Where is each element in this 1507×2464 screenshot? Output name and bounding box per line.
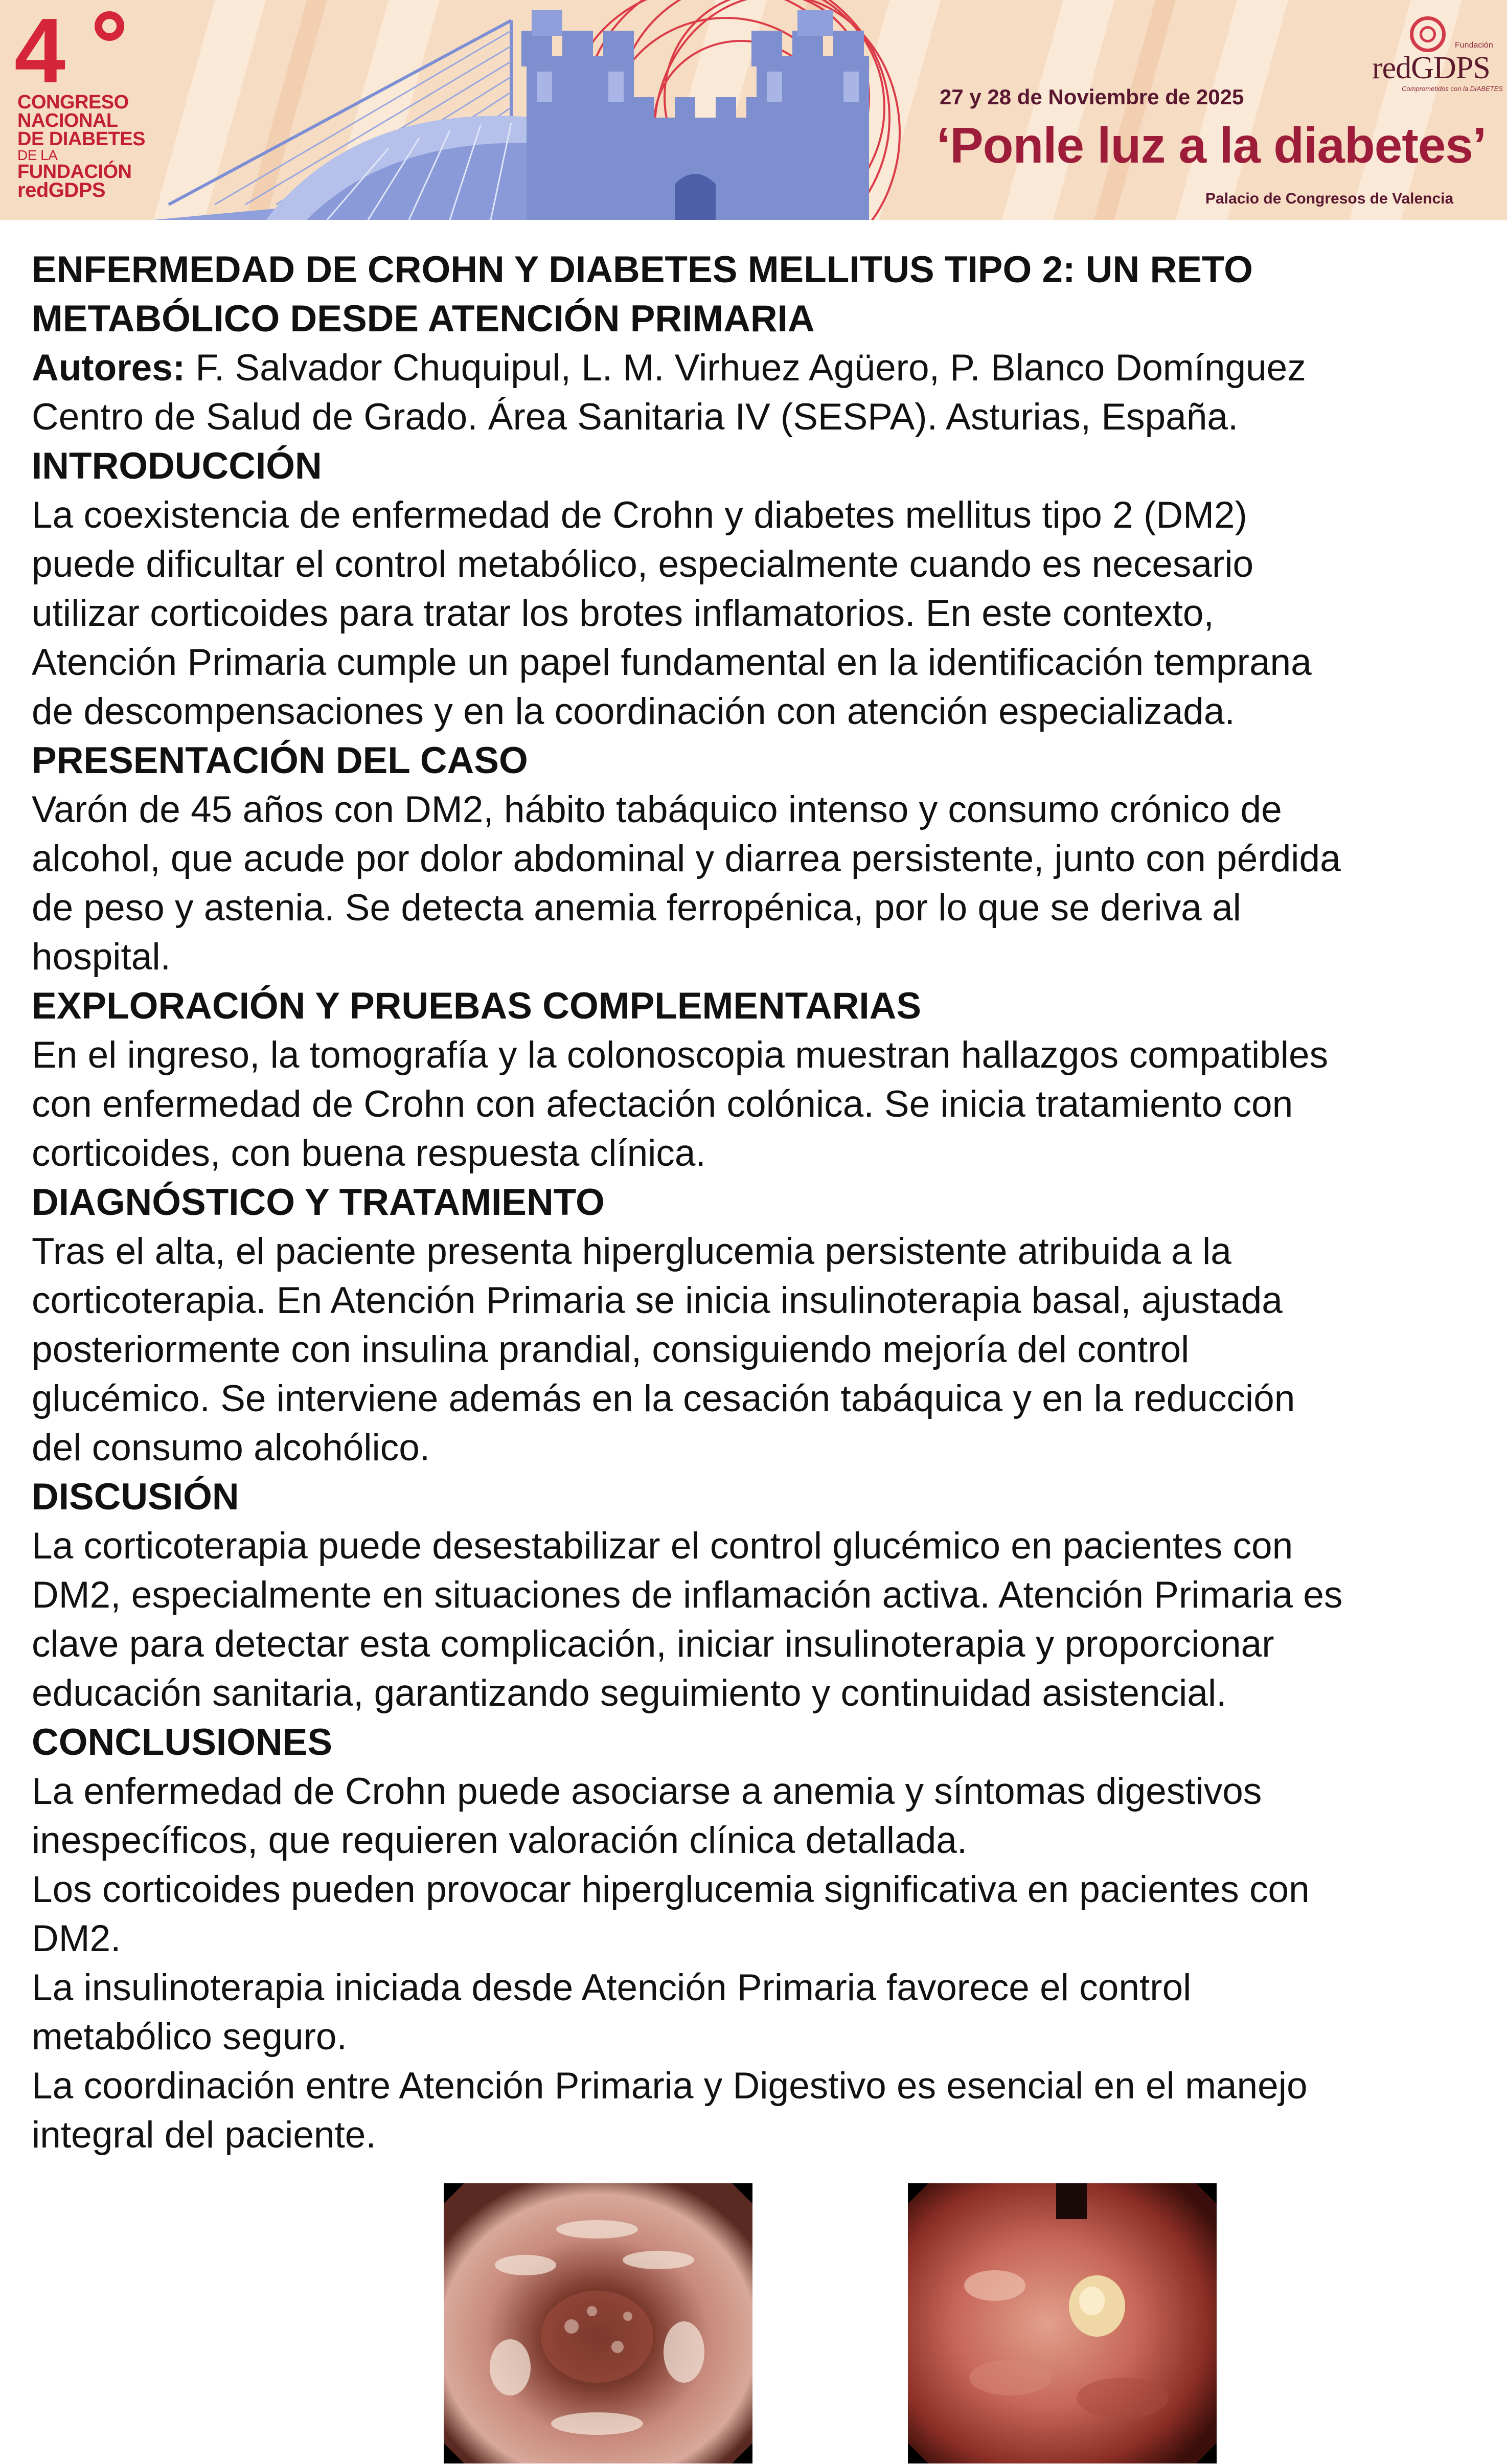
text-line: de descompensaciones y en la coordinación con atención especializada. <box>32 691 1235 732</box>
congress-slogan: ‘Ponle luz a la diabetes’ <box>937 117 1487 173</box>
text-line: En el ingreso, la tomografía y la colonoscopia muestran hallazgos compatibles <box>32 1034 1329 1076</box>
text-line: integral del paciente. <box>32 2114 376 2156</box>
heading-presentacion-caso: PRESENTACIÓN DEL CASO <box>32 740 528 781</box>
text-line: Los corticoides pueden provocar hiperglucemia significativa en pacientes con <box>32 1869 1310 1910</box>
text-line: Varón de 45 años con DM2, hábito tabáquico intenso y consumo crónico de <box>32 789 1282 830</box>
congress-venue: Palacio de Congresos de Valencia <box>1205 190 1454 207</box>
text-line: La enfermedad de Crohn puede asociarse a anemia y síntomas digestivos <box>32 1771 1262 1812</box>
congress-line: CONGRESO <box>17 92 129 113</box>
text-line: La coexistencia de enfermedad de Crohn y diabetes mellitus tipo 2 (DM2) <box>32 494 1247 536</box>
redgdps-logo-icon <box>1410 16 1446 52</box>
endoscopy-lesion-image-icon <box>908 2183 1217 2463</box>
banner-artwork <box>0 0 1507 220</box>
text-line: de peso y astenia. Se detecta anemia ferropénica, por lo que se deriva al <box>32 887 1241 929</box>
text-line: La coordinación entre Atención Primaria y Digestivo es esencial en el manejo <box>32 2065 1308 2107</box>
text-line: glucémico. Se interviene además en la cesación tabáquica y en la reducción <box>32 1378 1295 1419</box>
text-line: DM2, especialmente en situaciones de inflamación activa. Atención Primaria es <box>32 1574 1343 1616</box>
redgdps-logo <box>1370 16 1503 93</box>
text-line: DM2. <box>32 1918 121 1959</box>
text-line: clave para detectar esta complicación, iniciar insulinoterapia y proporcionar <box>32 1623 1274 1665</box>
ordinal-degree-mark <box>95 11 124 41</box>
logo-foundation-label: Fundación <box>1455 41 1493 50</box>
text-line: Tras el alta, el paciente presenta hiperglucemia persistente atribuida a la <box>32 1231 1231 1272</box>
heading-exploracion: EXPLORACIÓN Y PRUEBAS COMPLEMENTARIAS <box>32 985 922 1027</box>
text-line: educación sanitaria, garantizando seguimiento y continuidad asistencial. <box>32 1672 1227 1714</box>
text-line: La corticoterapia puede desestabilizar el control glucémico en pacientes con <box>32 1525 1293 1567</box>
text-line: inespecíficos, que requieren valoración clínica detallada. <box>32 1820 968 1861</box>
text-line: del consumo alcohólico. <box>32 1427 430 1468</box>
text-line: utilizar corticoides para tratar los brotes inflamatorios. En este contexto, <box>32 593 1214 634</box>
heading-discusion: DISCUSIÓN <box>32 1476 239 1518</box>
text-line: La insulinoterapia iniciada desde Atención Primaria favorece el control <box>32 1967 1192 2008</box>
text-line: Atención Primaria cumple un papel fundamental en la identificación temprana <box>32 642 1312 683</box>
congress-banner <box>0 0 1507 220</box>
congress-line: DE LA <box>17 147 58 163</box>
text-line: con enfermedad de Crohn con afectación colónica. Se inicia tratamiento con <box>32 1083 1293 1125</box>
article-title-line: ENFERMEDAD DE CROHN Y DIABETES MELLITUS TIPO 2: UN RETO <box>32 249 1253 290</box>
logo-name: redGDPS <box>1372 51 1490 85</box>
text-line: hospital. <box>32 936 171 978</box>
authors <box>32 344 1483 393</box>
authors-label: Autores: <box>32 347 186 389</box>
congress-name <box>17 93 155 199</box>
affiliation: Centro de Salud de Grado. Área Sanitaria IV (SESPA). Asturias, España. <box>32 396 1239 438</box>
authors-list: F. Salvador Chuquipul, L. M. Virhuez Agüero, P. Blanco Domínguez <box>185 347 1306 389</box>
text-line: metabólico seguro. <box>32 2016 347 2058</box>
text-line: alcohol, que acude por dolor abdominal y diarrea persistente, junto con pérdida <box>32 838 1341 879</box>
heading-conclusiones: CONCLUSIONES <box>32 1722 333 1763</box>
heading-diagnostico: DIAGNÓSTICO Y TRATAMIENTO <box>32 1182 605 1223</box>
logo-tagline: Comprometidos con la DIABETES <box>1402 85 1503 93</box>
congress-edition-number: 4 <box>14 0 66 102</box>
case-report <box>32 245 1483 2160</box>
congress-line: DE DIABETES <box>17 128 145 150</box>
text-line: corticoterapia. En Atención Primaria se inicia insulinoterapia basal, ajustada <box>32 1280 1283 1321</box>
colonoscopy-image-icon <box>444 2183 752 2463</box>
text-line: puede dificultar el control metabólico, especialmente cuando es necesario <box>32 544 1254 585</box>
text-line: posteriormente con insulina prandial, consiguiendo mejoría del control <box>32 1329 1190 1370</box>
article-title-line: METABÓLICO DESDE ATENCIÓN PRIMARIA <box>32 298 815 340</box>
heading-introduccion: INTRODUCCIÓN <box>32 445 322 487</box>
congress-line: NACIONAL <box>17 110 118 131</box>
congress-line: FUNDACIÓN <box>17 161 132 183</box>
congress-date: 27 y 28 de Noviembre de 2025 <box>940 85 1244 109</box>
congress-line: redGDPS <box>17 179 106 201</box>
text-line: corticoides, con buena respuesta clínica. <box>32 1133 706 1174</box>
